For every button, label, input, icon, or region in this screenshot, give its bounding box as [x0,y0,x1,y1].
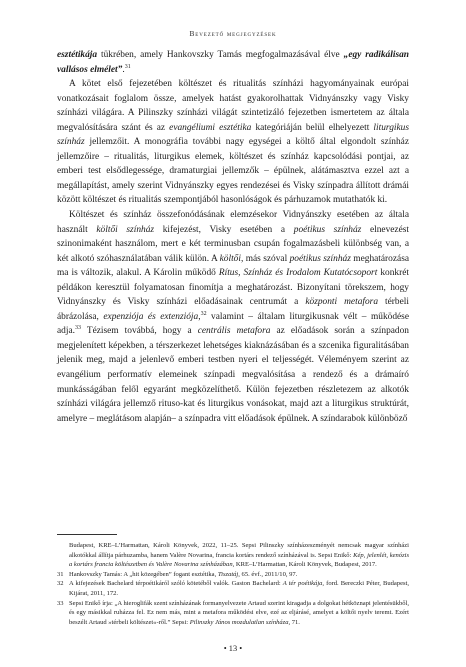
text-span: elnevezést szinonimaként használom, mert e két terminusban csupán fogalmazásbeli különbség van, a két alkotó szóhasználatában válik külön. A [57,224,409,264]
text-span: valamint – általam liturgikusnak vélt – működése adja. [57,311,409,337]
text-span: Tézisem továbbá, hogy a [80,326,198,337]
footnote-number: 32 [57,580,64,588]
running-header: Bevezető megjegyzések [189,29,277,38]
text-span: térbeli ábrázolása, [57,297,409,322]
italic-span: központi metafora [305,297,379,308]
footnote-divider [57,534,117,535]
text-span: , 71. [288,618,300,626]
footnote-ref: 33 [74,325,81,332]
footnote-31 [57,570,409,580]
italic-span: centrális metafora [197,326,271,337]
italic-span: evangéliumi esztétika [169,122,252,133]
text-span: A kötet első fejezetében költészet és ritualitás színházi hagyományainak európai vonatkozásait foglalom össze, amelyek hatást gyakorolhattak Vidnyánszky vagy Visky színházi világára. A Pilinszky színházi világát szintetizáló fejezetben ismertetem az általa megvalósítására szánt és az [57,79,409,133]
text-span: konkrét példákon keresztül folyamatosan finomítja a meghatározást. Bizonyítani törekszem, hogy Vidnyánszky és Visky színházi előadásainak centrumát a [57,268,409,308]
text-span: , ford. Bereczki Péter, Budapest, Kijárat, 2011, 172. [69,580,409,597]
bold-italic-span: esztétikája [57,50,98,60]
text-span: , 65. évf., 2011/10, 97. [238,570,298,578]
italic-span: poétikus színház [289,253,351,264]
italic-span: költői [219,253,241,264]
page-number: • 13 • [223,644,243,653]
text-span: meghatározása ma is változik, alakul. A Károlin működő [57,253,409,279]
italic-span: költői színház [96,224,155,235]
body-paragraph [57,77,409,208]
text-span: . [122,64,125,75]
bold-italic-span: „egy radikálisan vallásos elmélet” [57,50,409,75]
italic-span: liturgikus színház [57,122,409,148]
footnote-33 [57,599,409,628]
footnote-continuation [57,541,409,570]
italic-span: A tér poétikája [282,580,323,588]
footnote-number: 31 [57,570,64,578]
text-span: jellemzőit. A monográfia további nagy egységei a költő által elgondolt színház jellemzőire – ritualitás, liturgikus elemek, költészet és színház kapcsolódási pontjai, az emberi test elsődlegessége, dramaturgiai jellemzők – épülnek, alátámasztva ezzel azt a megállapítást, amely szerint Vidnyánszky egyes rendezései és Visky színpadra állított drámái között költészet és ritualitás szempontjából hasonlóságok és párhuzamok mutathatók ki. [57,137,409,206]
footnote-ref: 31 [124,63,131,70]
italic-span: Tiszatáj [217,570,239,578]
footnote-32 [57,579,409,598]
text-span: kategóriáján belül elhelyezett [251,122,374,133]
text-span: Budapest, KRE–L’Harmattan, Károli Könyvek, 2022, 11–25. Sepsi Pilinszky színházeszményét nemcsak magyar színházi alkotókkal állítja párhuzamba, hanem Valère Novarina, francia kortárs rendező színházával is. Sepsi Enikő: [69,542,409,559]
italic-span: Kép, jelenlét, kenózis a kortárs francia költészetben és Valère Novarina színházában [69,551,409,569]
text-span: A kifejezések Bachelard térpoétikáról szóló kötetéből valók. Gaston Bachelard: [69,580,283,588]
main-text [57,48,409,426]
text-span: az előadások során a színpadon megjelenített képekben, a térszerkezet lehetséges kiaknázásában és a szcenika figuralitásában jelenik meg, majd a jelenlevő emberi testben nyeri el teljességét. Véleményem szerint az evangélium performatív elemeinek színpadi megvalósítása a rendező és a drámaíró munkásságában felől egyaránt megközelíthető. Külön fejezetben részletezem az alkotók színházi világára jellemző rituso-kat és liturgikus vonásokat, majd azt a liturgikus struktúrát, amelyre – meglátásom alapján– a színpadra vitt előadások épülnek. A színdarabok különböző [57,326,409,424]
text-span: Sepsi Enikő írja: „A hieroglifák szent színházának formanyelvezete Artaud szerint kiragadja a dolgokat hétköznapi jelentésükből, és egy másikkal ruházza fel. Ez nem más, mint a metafora működési elve, ezé az eljárásé, amelyet a költői nyelv teremt. Ezért beszélt Artaud »térbeli költészet«-ről.” Sepsi: [69,599,409,626]
italic-span: Pilinszky János mozdulatlan színháza [189,618,289,626]
footnote-number: 33 [57,599,64,607]
text-span: , [198,311,201,322]
text-span: kifejezést, Visky esetében a [154,224,294,235]
body-paragraph [57,48,409,77]
footnotes [57,541,409,627]
text-span: , más szóval [240,253,290,264]
text-span: , KRE–L’Harmattan, Károli Könyvek, Budapest, 2017. [232,561,377,569]
text-span: tükrében, amely Hankovszky Tamás megfogalmazásával élve [97,50,344,60]
italic-span: poétikus színház [293,224,362,235]
text-span: Költészet és színház összefonódásának elemzésekor Vidnyánszky esetében az általa használt [57,210,409,235]
body-paragraph [57,208,409,426]
text-span: Hankovszky Tamás: A „hit közegében” fogant esztétika, [69,570,218,578]
italic-span: expenziója és extenziója [103,311,199,322]
italic-span: Rítus, Színház és Irodalom Kutatócsoport [218,268,378,279]
footnote-ref: 32 [200,310,207,317]
